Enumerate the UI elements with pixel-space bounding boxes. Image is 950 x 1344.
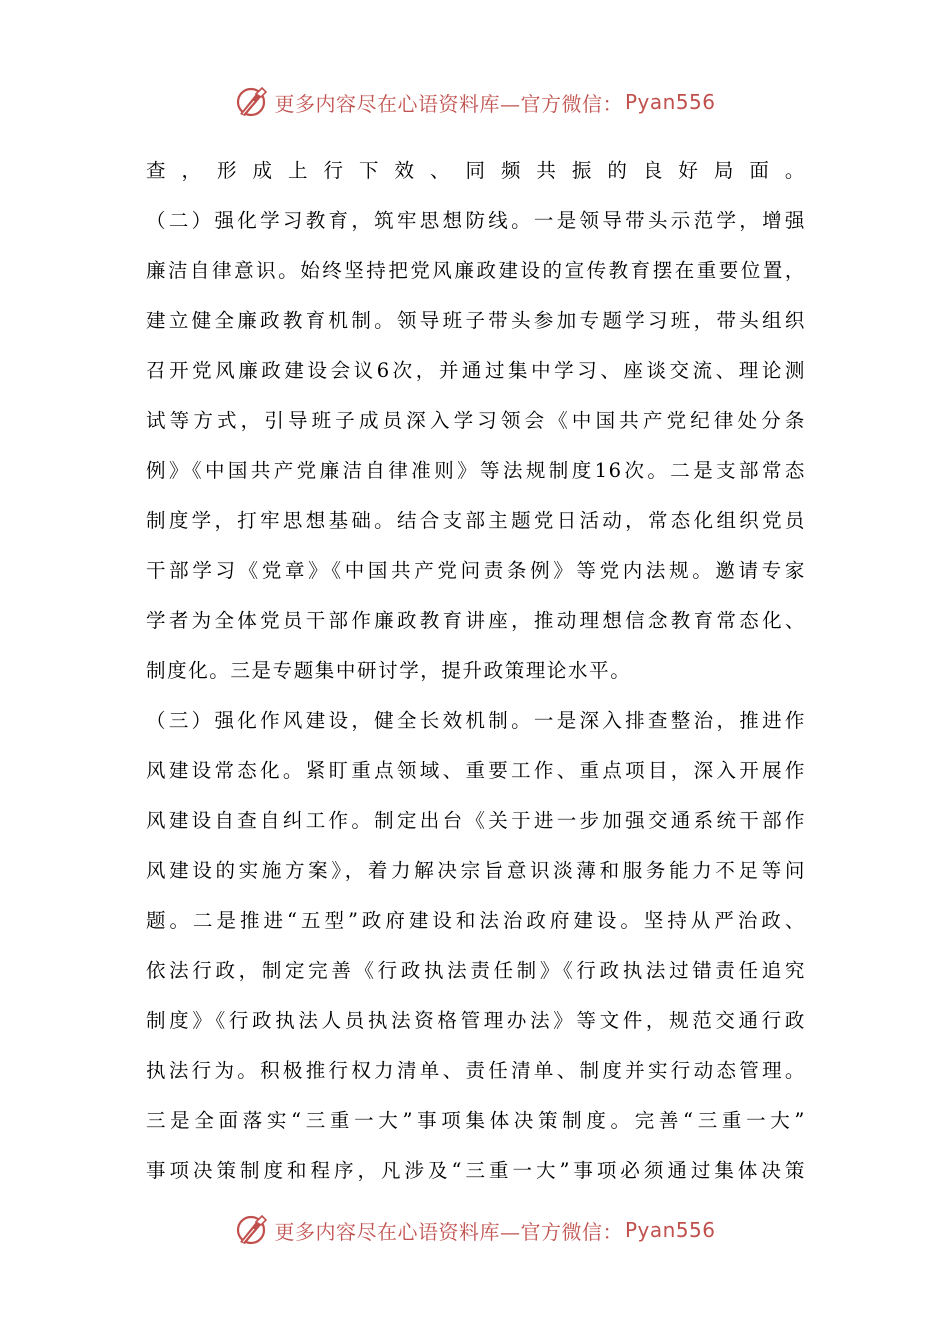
text-line: 执法行为。积极推行权力清单、责任清单、制度并实行动态管理。 bbox=[146, 1059, 806, 1082]
text-line: 查，形成上行下效、同频共振的良好局面。 bbox=[146, 159, 806, 182]
text-line: 制度》《行政执法人员执法资格管理办法》等文件，规范交通行政 bbox=[146, 1009, 806, 1032]
footer-watermark-banner bbox=[0, 1210, 950, 1250]
text-line: 例》《中国共产党廉洁自律准则》等法规制度16次。二是支部常态 bbox=[146, 459, 806, 482]
pen-nib-logo-icon bbox=[234, 84, 270, 120]
header-watermark-banner bbox=[0, 82, 950, 122]
text-line: 廉洁自律意识。始终坚持把党风廉政建设的宣传教育摆在重要位置， bbox=[146, 259, 806, 282]
text-line: （二）强化学习教育，筑牢思想防线。一是领导带头示范学，增强 bbox=[146, 209, 806, 232]
text-line: 风建设自查自纠工作。制定出台《关于进一步加强交通系统干部作 bbox=[146, 809, 806, 832]
text-line: 制度学，打牢思想基础。结合支部主题党日活动，常态化组织党员 bbox=[146, 509, 806, 532]
text-line: （三）强化作风建设，健全长效机制。一是深入排查整治，推进作 bbox=[146, 709, 806, 732]
text-line: 风建设常态化。紧盯重点领域、重要工作、重点项目，深入开展作 bbox=[146, 759, 806, 782]
text-line: 事项决策制度和程序，凡涉及“三重一大”事项必须通过集体决策 bbox=[146, 1159, 806, 1182]
text-line: 依法行政，制定完善《行政执法责任制》《行政执法过错责任追究 bbox=[146, 959, 806, 982]
banner-text: 更多内容尽在心语资料库—官方微信： bbox=[274, 1219, 623, 1244]
text-line: 学者为全体党员干部作廉政教育讲座，推动理想信念教育常态化、 bbox=[146, 609, 806, 632]
text-line: 题。二是推进“五型”政府建设和法治政府建设。坚持从严治政、 bbox=[146, 909, 806, 932]
banner-text: 更多内容尽在心语资料库—官方微信： bbox=[274, 91, 623, 116]
text-line: 建立健全廉政教育机制。领导班子带头参加专题学习班，带头组织 bbox=[146, 309, 806, 332]
pen-nib-logo-icon bbox=[234, 1212, 270, 1248]
document-body bbox=[146, 146, 806, 1196]
text-line: 召开党风廉政建设会议6次，并通过集中学习、座谈交流、理论测 bbox=[146, 359, 806, 382]
text-line: 制度化。三是专题集中研讨学，提升政策理论水平。 bbox=[146, 659, 632, 682]
text-line: 三是全面落实“三重一大”事项集体决策制度。完善“三重一大” bbox=[146, 1109, 806, 1132]
text-line: 风建设的实施方案》，着力解决宗旨意识淡薄和服务能力不足等问 bbox=[146, 859, 806, 882]
text-line: 干部学习《党章》《中国共产党问责条例》等党内法规。邀请专家 bbox=[146, 559, 806, 582]
text-line: 试等方式，引导班子成员深入学习领会《中国共产党纪律处分条 bbox=[146, 409, 806, 432]
banner-wechat-id: Pyan556 bbox=[624, 90, 716, 114]
banner-wechat-id: Pyan556 bbox=[624, 1218, 716, 1242]
